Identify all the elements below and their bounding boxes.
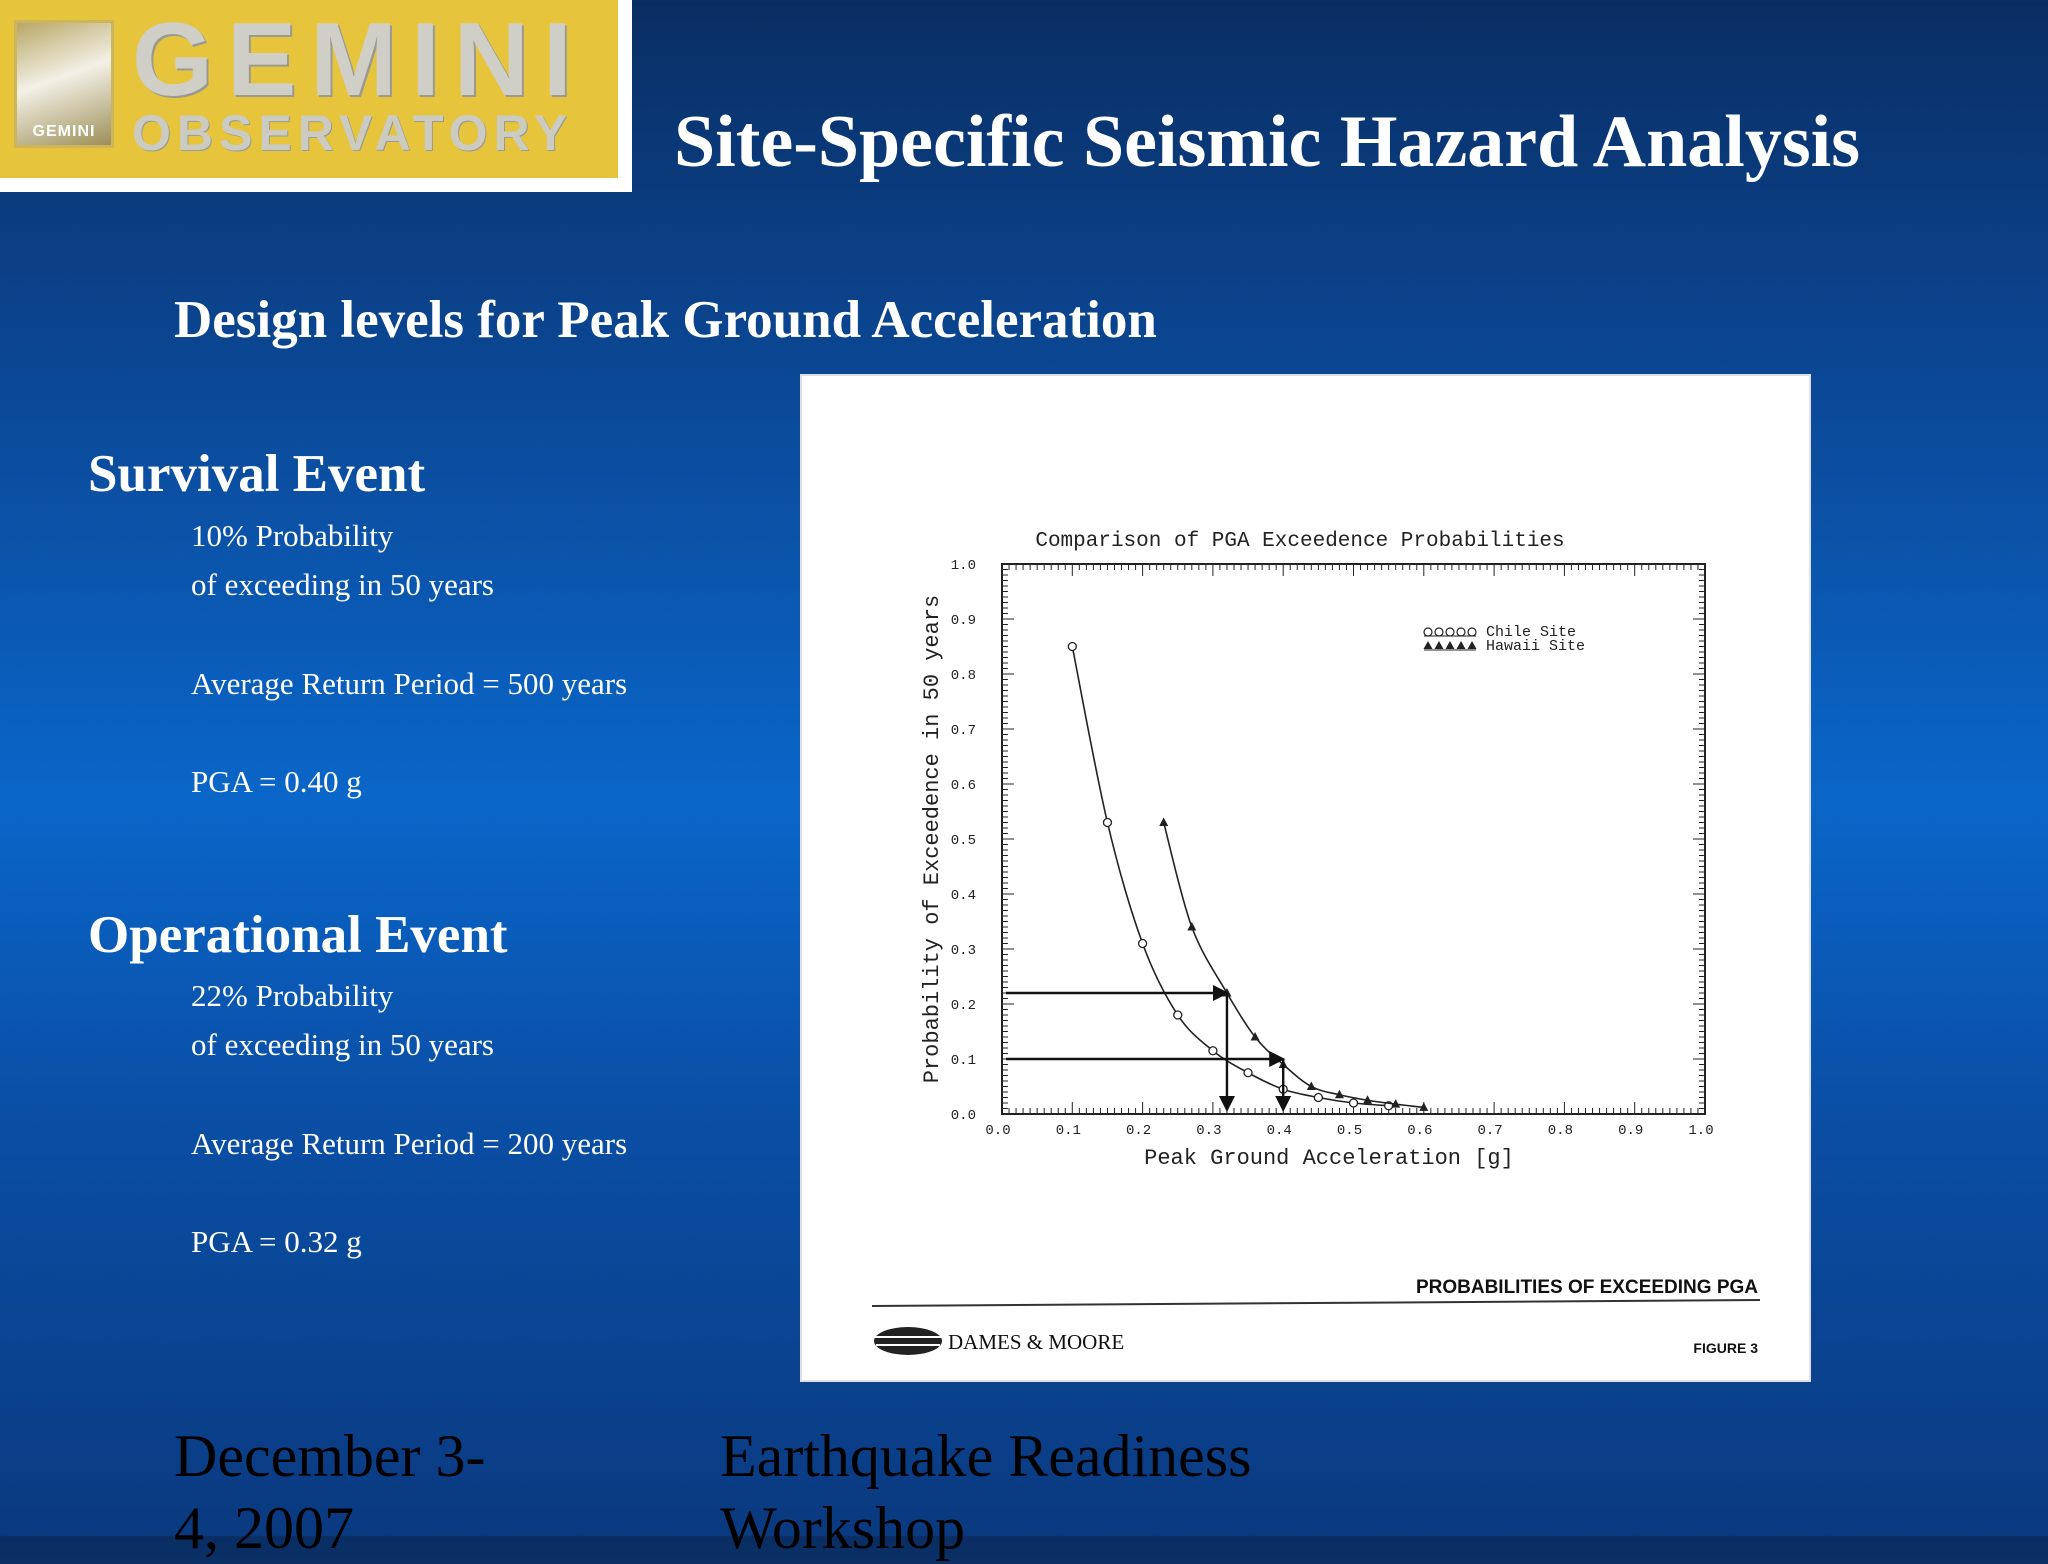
hawaii-site-point bbox=[1307, 1082, 1316, 1091]
x-tick-label: 0.0 bbox=[985, 1123, 1011, 1139]
y-tick-label: 0.4 bbox=[950, 888, 976, 904]
operational-exceeding: of exceeding in 50 years bbox=[191, 1027, 494, 1062]
y-tick-label: 0.1 bbox=[950, 1053, 976, 1069]
legend-marker-chile-site bbox=[1446, 628, 1454, 636]
series-layer bbox=[1068, 643, 1428, 1111]
chile-site-point bbox=[1139, 940, 1147, 948]
slide-title: Site-Specific Seismic Hazard Analysis bbox=[674, 101, 1860, 183]
annotation-arrows bbox=[1006, 985, 1291, 1112]
x-tick-label: 0.4 bbox=[1266, 1123, 1292, 1139]
chart-legend bbox=[1424, 624, 1586, 655]
legend-marker-hawaii-site bbox=[1468, 641, 1477, 649]
y-tick-label: 0.3 bbox=[950, 943, 976, 959]
legend-marker-hawaii-site bbox=[1435, 641, 1444, 649]
x-tick-label: 1.0 bbox=[1688, 1123, 1714, 1139]
legend-label-chile-site: Chile Site bbox=[1486, 624, 1577, 641]
chart-title: Comparison of PGA Exceedence Probabilities bbox=[1035, 530, 1565, 553]
x-tick-label: 0.1 bbox=[1055, 1123, 1081, 1139]
x-tick-label: 0.6 bbox=[1407, 1123, 1433, 1139]
y-tick-label: 0.7 bbox=[950, 723, 976, 739]
plot-frame bbox=[1002, 564, 1705, 1114]
chile-site-point bbox=[1174, 1011, 1182, 1019]
x-tick-label: 0.8 bbox=[1547, 1123, 1574, 1139]
hawaii-site-point bbox=[1159, 818, 1168, 827]
pga-chart bbox=[802, 376, 1809, 1380]
legend-marker-hawaii-site bbox=[1457, 641, 1466, 649]
x-tick-label: 0.5 bbox=[1336, 1123, 1363, 1139]
chile-site-point bbox=[1350, 1099, 1358, 1107]
y-tick-label: 0.0 bbox=[950, 1108, 976, 1124]
x-axis-label: Peak Ground Acceleration [g] bbox=[1144, 1146, 1514, 1171]
x-tick-label: 0.7 bbox=[1477, 1123, 1503, 1139]
chile-site-point bbox=[1068, 643, 1076, 651]
survival-return-period: Average Return Period = 500 years bbox=[191, 666, 628, 701]
legend-marker-hawaii-site bbox=[1446, 641, 1455, 649]
legend-marker-chile-site bbox=[1468, 628, 1476, 636]
chile-site-point bbox=[1314, 1094, 1322, 1102]
operational-event-heading: Operational Event bbox=[88, 906, 508, 964]
footer-event-line1: Earthquake Readiness bbox=[720, 1423, 1252, 1489]
logo-background bbox=[0, 0, 618, 178]
globe-icon bbox=[874, 1327, 942, 1355]
survival-event-heading: Survival Event bbox=[88, 445, 426, 503]
chile-site-point bbox=[1209, 1047, 1217, 1055]
legend-label-hawaii-site: Hawaii Site bbox=[1486, 638, 1586, 655]
telescope-dome-icon bbox=[14, 20, 114, 148]
y-tick-label: 1.0 bbox=[950, 558, 976, 574]
survival-exceeding: of exceeding in 50 years bbox=[191, 567, 494, 602]
chile-site-point bbox=[1103, 819, 1111, 827]
y-tick-label: 0.9 bbox=[950, 613, 976, 629]
slide-subtitle: Design levels for Peak Ground Acceleration bbox=[174, 291, 1157, 349]
gemini-observatory-logo bbox=[0, 0, 632, 192]
caption-rule bbox=[872, 1300, 1760, 1306]
survival-pga: PGA = 0.40 g bbox=[191, 764, 362, 799]
chile-site-point bbox=[1244, 1069, 1252, 1077]
logo-word-observatory: OBSERVATORY bbox=[132, 105, 574, 161]
footer-date bbox=[174, 1420, 485, 1564]
figure-label: FIGURE 3 bbox=[1693, 1340, 1758, 1356]
y-tick-label: 0.6 bbox=[950, 778, 976, 794]
annotation-drop-arrowhead bbox=[1275, 1096, 1291, 1112]
x-tick-label: 0.3 bbox=[1196, 1123, 1222, 1139]
annotation-drop-arrowhead bbox=[1219, 1096, 1235, 1112]
logo-mark-label: GEMINI bbox=[32, 123, 96, 140]
tick-labels bbox=[951, 558, 1714, 1139]
footer-event bbox=[720, 1420, 1251, 1564]
operational-probability: 22% Probability bbox=[191, 978, 394, 1013]
legend-marker-chile-site bbox=[1424, 628, 1432, 636]
hawaii-site-point bbox=[1187, 922, 1196, 931]
y-tick-label: 0.8 bbox=[950, 668, 976, 684]
footer-event-line2: Workshop bbox=[720, 1495, 966, 1561]
hawaii-site-line bbox=[1164, 823, 1424, 1108]
x-tick-label: 0.2 bbox=[1125, 1123, 1152, 1139]
legend-marker-chile-site bbox=[1457, 628, 1465, 636]
footer-date-line2: 4, 2007 bbox=[174, 1495, 354, 1561]
y-tick-label: 0.2 bbox=[950, 998, 976, 1014]
logo-word-gemini: GEMINI bbox=[132, 2, 586, 118]
chile-site-line bbox=[1072, 647, 1388, 1106]
y-tick-label: 0.5 bbox=[950, 833, 976, 849]
y-axis-label: Probability of Exceedence in 50 years bbox=[920, 594, 945, 1084]
x-tick-label: 0.9 bbox=[1618, 1123, 1644, 1139]
legend-marker-chile-site bbox=[1435, 628, 1443, 636]
figure-caption: PROBABILITIES OF EXCEEDING PGA bbox=[1415, 1277, 1758, 1298]
axis-ticks bbox=[1002, 564, 1705, 1114]
legend-marker-hawaii-site bbox=[1424, 641, 1433, 649]
operational-return-period: Average Return Period = 200 years bbox=[191, 1126, 628, 1161]
footer-date-line1: December 3- bbox=[174, 1423, 486, 1489]
operational-pga: PGA = 0.32 g bbox=[191, 1224, 362, 1259]
company-name: DAMES & MOORE bbox=[948, 1330, 1125, 1354]
survival-probability: 10% Probability bbox=[191, 518, 394, 553]
pga-exceedance-figure bbox=[800, 374, 1811, 1382]
